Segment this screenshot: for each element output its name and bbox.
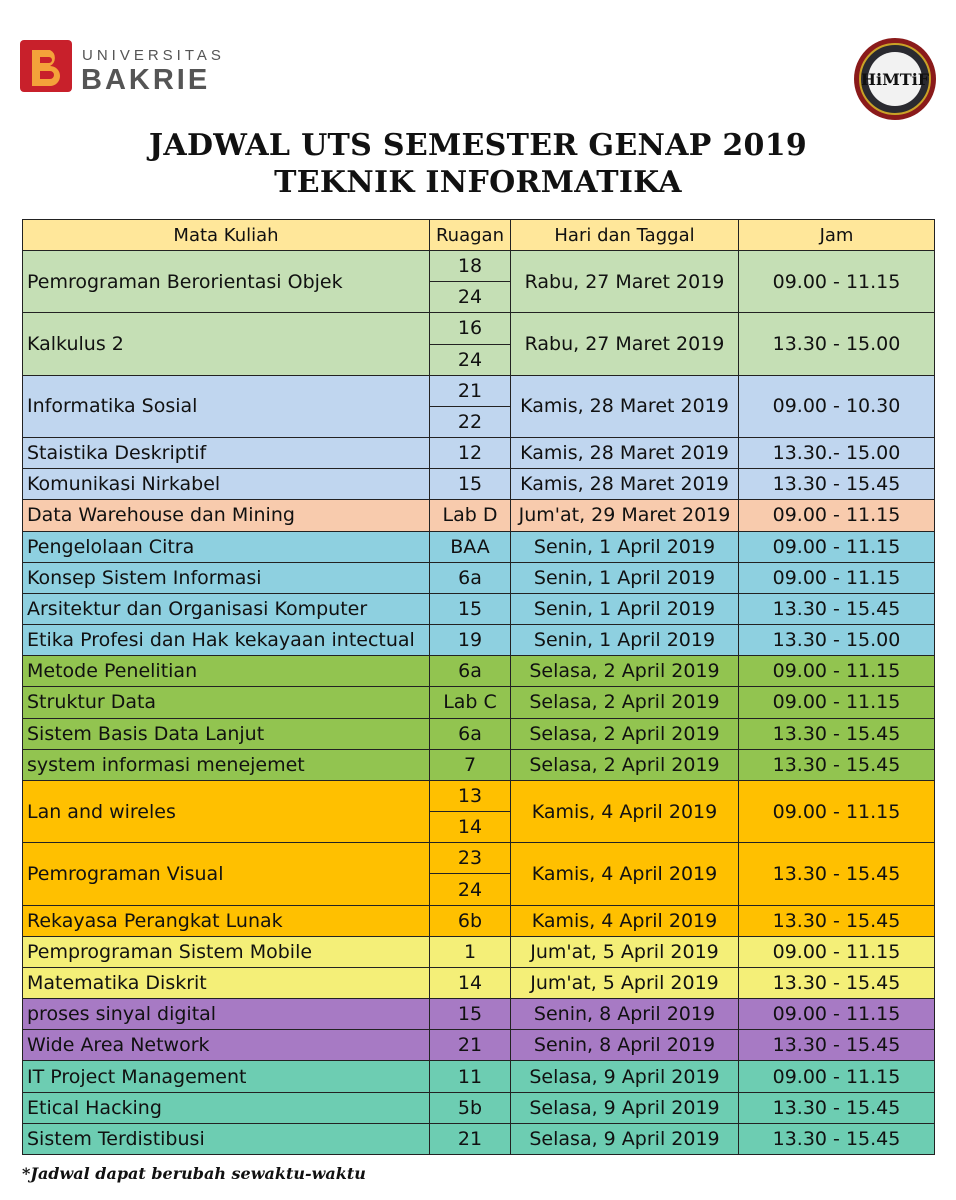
room-cell: 24 — [430, 344, 511, 375]
time-cell: 09.00 - 11.15 — [739, 251, 935, 313]
table-row — [23, 469, 935, 500]
table-row — [23, 687, 935, 718]
room-cell: 22 — [430, 406, 511, 437]
room-cell: 21 — [430, 1030, 511, 1061]
course-cell: Pemprograman Sistem Mobile — [23, 936, 430, 967]
time-cell: 09.00 - 11.15 — [739, 687, 935, 718]
table-row — [23, 936, 935, 967]
date-cell: Kamis, 28 Maret 2019 — [511, 469, 739, 500]
date-cell: Selasa, 2 April 2019 — [511, 687, 739, 718]
date-cell: Selasa, 9 April 2019 — [511, 1123, 739, 1154]
time-cell: 09.00 - 11.15 — [739, 1061, 935, 1092]
time-cell: 13.30 - 15.45 — [739, 843, 935, 905]
date-cell: Senin, 1 April 2019 — [511, 625, 739, 656]
room-cell: 1 — [430, 936, 511, 967]
date-cell: Kamis, 28 Maret 2019 — [511, 438, 739, 469]
room-cell: 15 — [430, 593, 511, 624]
room-cell: 15 — [430, 999, 511, 1030]
logo-line1: UNIVERSITAS — [82, 47, 225, 64]
schedule-body — [23, 251, 935, 1155]
time-cell: 09.00 - 11.15 — [739, 562, 935, 593]
time-cell: 13.30 - 15.45 — [739, 1030, 935, 1061]
room-cell: 18 — [430, 251, 511, 282]
room-cell: 6a — [430, 656, 511, 687]
room-cell: 24 — [430, 874, 511, 905]
course-cell: Data Warehouse dan Mining — [23, 500, 430, 531]
table-row — [23, 1092, 935, 1123]
room-cell: 15 — [430, 469, 511, 500]
universitas-bakrie-logo — [20, 36, 260, 96]
page-subtitle: TEKNIK INFORMATIKA — [274, 165, 682, 200]
course-cell: proses sinyal digital — [23, 999, 430, 1030]
date-cell: Senin, 1 April 2019 — [511, 531, 739, 562]
course-cell: system informasi menejemet — [23, 749, 430, 780]
date-cell: Kamis, 4 April 2019 — [511, 843, 739, 905]
column-header-room: Ruagan — [430, 220, 511, 251]
date-cell: Jum'at, 5 April 2019 — [511, 936, 739, 967]
table-row — [23, 593, 935, 624]
date-cell: Rabu, 27 Maret 2019 — [511, 313, 739, 375]
course-cell: Wide Area Network — [23, 1030, 430, 1061]
course-cell: Sistem Terdistibusi — [23, 1123, 430, 1154]
footnote: *Jadwal dapat berubah sewaktu-waktu — [22, 1164, 366, 1183]
room-cell: 6a — [430, 718, 511, 749]
time-cell: 13.30 - 15.45 — [739, 1123, 935, 1154]
room-cell: 21 — [430, 375, 511, 406]
himtif-logo — [852, 36, 938, 122]
table-row — [23, 749, 935, 780]
table-row — [23, 967, 935, 998]
time-cell: 13.30 - 15.45 — [739, 749, 935, 780]
course-cell: Komunikasi Nirkabel — [23, 469, 430, 500]
course-cell: Pemrograman Visual — [23, 843, 430, 905]
time-cell: 13.30 - 15.45 — [739, 718, 935, 749]
room-cell: 24 — [430, 282, 511, 313]
logo-line2: BAKRIE — [81, 64, 211, 96]
room-cell: BAA — [430, 531, 511, 562]
room-cell: 14 — [430, 967, 511, 998]
table-row — [23, 1030, 935, 1061]
course-cell: Metode Penelitian — [23, 656, 430, 687]
time-cell: 13.30 - 15.45 — [739, 1092, 935, 1123]
date-cell: Kamis, 28 Maret 2019 — [511, 375, 739, 437]
date-cell: Selasa, 2 April 2019 — [511, 718, 739, 749]
column-header-course: Mata Kuliah — [23, 220, 430, 251]
room-cell: 14 — [430, 812, 511, 843]
room-cell: 11 — [430, 1061, 511, 1092]
date-cell: Selasa, 2 April 2019 — [511, 749, 739, 780]
room-cell: 21 — [430, 1123, 511, 1154]
time-cell: 09.00 - 10.30 — [739, 375, 935, 437]
table-row — [23, 843, 935, 874]
date-cell: Senin, 1 April 2019 — [511, 562, 739, 593]
table-row — [23, 375, 935, 406]
time-cell: 13.30.- 15.00 — [739, 438, 935, 469]
date-cell: Kamis, 4 April 2019 — [511, 905, 739, 936]
room-cell: 16 — [430, 313, 511, 344]
course-cell: Struktur Data — [23, 687, 430, 718]
time-cell: 09.00 - 11.15 — [739, 999, 935, 1030]
room-cell: 23 — [430, 843, 511, 874]
table-row — [23, 905, 935, 936]
course-cell: Rekayasa Perangkat Lunak — [23, 905, 430, 936]
date-cell: Selasa, 9 April 2019 — [511, 1061, 739, 1092]
room-cell: Lab C — [430, 687, 511, 718]
table-row — [23, 999, 935, 1030]
date-cell: Selasa, 9 April 2019 — [511, 1092, 739, 1123]
time-cell: 09.00 - 11.15 — [739, 656, 935, 687]
room-cell: 12 — [430, 438, 511, 469]
date-cell: Jum'at, 29 Maret 2019 — [511, 500, 739, 531]
room-cell: 7 — [430, 749, 511, 780]
time-cell: 13.30 - 15.45 — [739, 593, 935, 624]
exam-schedule-table — [22, 219, 935, 1155]
column-header-date: Hari dan Taggal — [511, 220, 739, 251]
time-cell: 09.00 - 11.15 — [739, 780, 935, 842]
time-cell: 13.30 - 15.45 — [739, 967, 935, 998]
room-cell: 6b — [430, 905, 511, 936]
date-cell: Kamis, 4 April 2019 — [511, 780, 739, 842]
room-cell: Lab D — [430, 500, 511, 531]
table-row — [23, 531, 935, 562]
table-row — [23, 562, 935, 593]
table-row — [23, 1061, 935, 1092]
room-cell: 6a — [430, 562, 511, 593]
course-cell: IT Project Management — [23, 1061, 430, 1092]
room-cell: 13 — [430, 780, 511, 811]
course-cell: Staistika Deskriptif — [23, 438, 430, 469]
date-cell: Senin, 8 April 2019 — [511, 999, 739, 1030]
table-row — [23, 780, 935, 811]
time-cell: 13.30 - 15.00 — [739, 313, 935, 375]
table-row — [23, 625, 935, 656]
table-row — [23, 500, 935, 531]
course-cell: Etical Hacking — [23, 1092, 430, 1123]
date-cell: Selasa, 2 April 2019 — [511, 656, 739, 687]
time-cell: 13.30 - 15.00 — [739, 625, 935, 656]
table-row — [23, 313, 935, 344]
course-cell: Informatika Sosial — [23, 375, 430, 437]
date-cell: Rabu, 27 Maret 2019 — [511, 251, 739, 313]
course-cell: Pemrograman Berorientasi Objek — [23, 251, 430, 313]
course-cell: Kalkulus 2 — [23, 313, 430, 375]
time-cell: 09.00 - 11.15 — [739, 500, 935, 531]
table-row — [23, 1123, 935, 1154]
page-title: JADWAL UTS SEMESTER GENAP 2019 — [148, 128, 808, 163]
course-cell: Arsitektur dan Organisasi Komputer — [23, 593, 430, 624]
date-cell: Senin, 1 April 2019 — [511, 593, 739, 624]
table-row — [23, 438, 935, 469]
himtif-logo-text: HiMTiF — [860, 70, 930, 89]
time-cell: 13.30 - 15.45 — [739, 905, 935, 936]
room-cell: 5b — [430, 1092, 511, 1123]
time-cell: 09.00 - 11.15 — [739, 531, 935, 562]
table-row — [23, 251, 935, 282]
column-header-time: Jam — [739, 220, 935, 251]
course-cell: Matematika Diskrit — [23, 967, 430, 998]
time-cell: 09.00 - 11.15 — [739, 936, 935, 967]
course-cell: Sistem Basis Data Lanjut — [23, 718, 430, 749]
date-cell: Senin, 8 April 2019 — [511, 1030, 739, 1061]
time-cell: 13.30 - 15.45 — [739, 469, 935, 500]
course-cell: Pengelolaan Citra — [23, 531, 430, 562]
room-cell: 19 — [430, 625, 511, 656]
table-row — [23, 656, 935, 687]
course-cell: Etika Profesi dan Hak kekayaan intectual — [23, 625, 430, 656]
date-cell: Jum'at, 5 April 2019 — [511, 967, 739, 998]
table-row — [23, 718, 935, 749]
course-cell: Lan and wireles — [23, 780, 430, 842]
course-cell: Konsep Sistem Informasi — [23, 562, 430, 593]
